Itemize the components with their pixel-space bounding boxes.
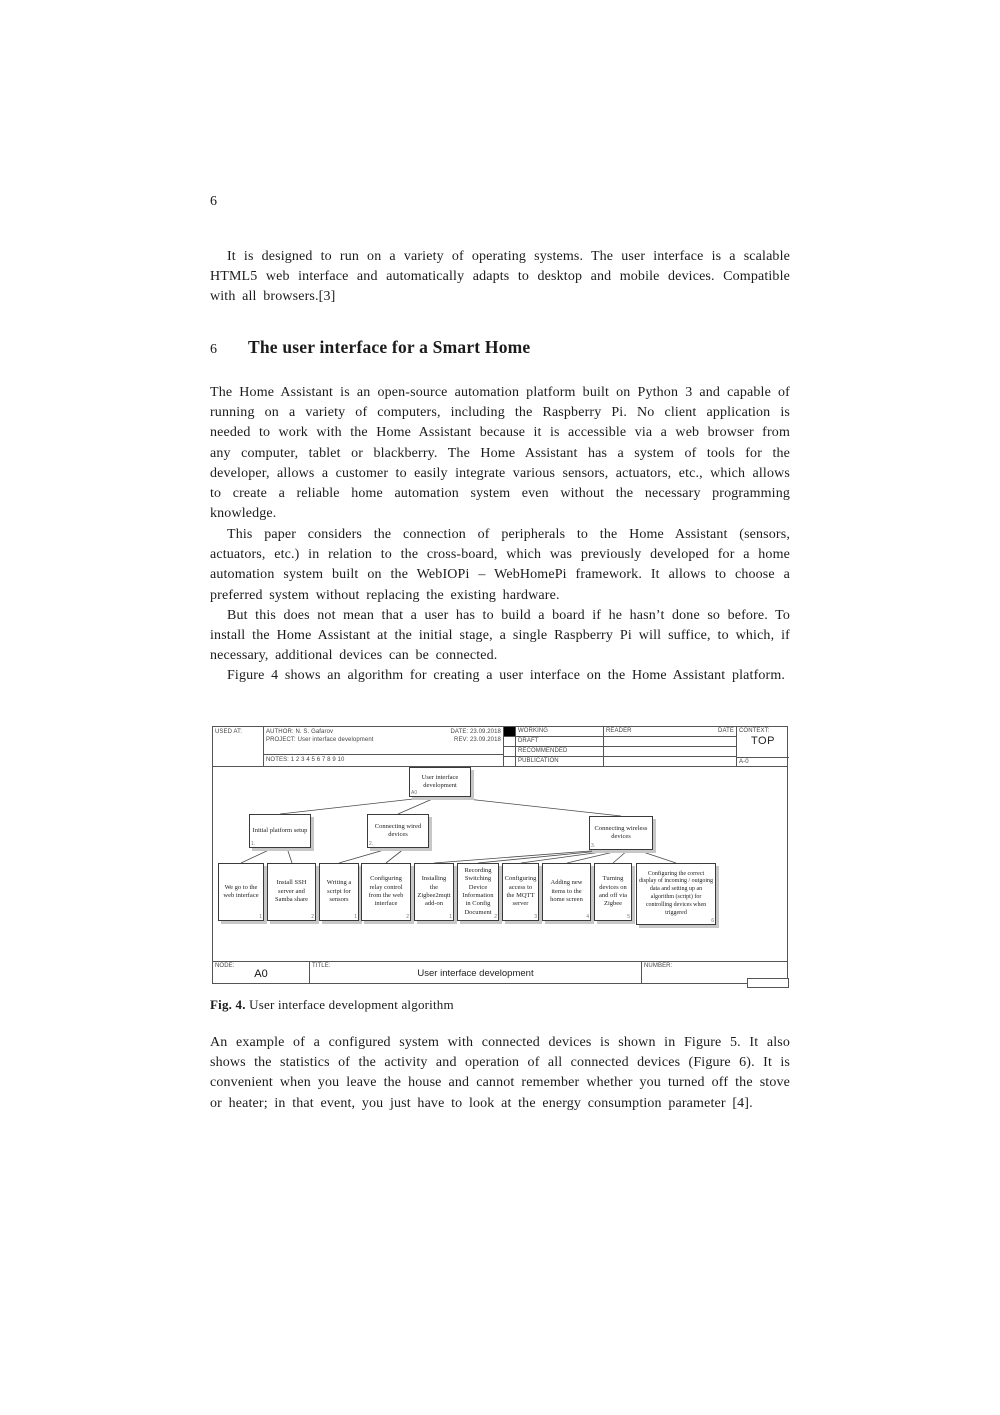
- node-root-label: User interface development: [421, 773, 459, 789]
- paragraph-1: The Home Assistant is an open-source automation platform built on Python 3 and capable of running on a variety of computers, including the Raspberry Pi. No client application is needed to work with the Home Assistant because it is accessible via a web browser from any computer, tablet or blackberry. The Home Assistant has a system of tools for the developer, allows a customer to easily integrate various sensors, actuators, etc., which allows to create a reliable home automation system even without the necessary programming knowledge.: [210, 385, 790, 522]
- node-label: Installing the Zigbee2mqtt add-on: [417, 875, 451, 908]
- node-label: We go to the web interface: [223, 883, 259, 899]
- figure-4-diagram: [212, 726, 788, 984]
- node-connecting-wireless-devices: [589, 816, 653, 850]
- node-cell-value: A0: [254, 968, 268, 980]
- status-draft: DRAFT: [516, 737, 603, 747]
- node-turning-devices: [594, 863, 632, 921]
- node-install-ssh-samba: [267, 863, 316, 921]
- title-cell-value: User interface development: [417, 968, 534, 979]
- used-at-label: USED AT:: [215, 729, 243, 735]
- node-number: 2: [494, 913, 497, 920]
- node-number: 2.: [369, 840, 374, 847]
- number-cell-label: NUMBER:: [644, 963, 673, 969]
- node-label: Initial platform setup: [252, 826, 308, 834]
- node-root-tag: A0: [411, 789, 418, 796]
- section-number: 6: [210, 342, 217, 357]
- context-value: TOP: [751, 735, 775, 747]
- status-publication: PUBLICATION: [518, 758, 559, 764]
- node-number: 4: [586, 913, 589, 920]
- title-cell-label: TITLE:: [312, 963, 331, 969]
- node-label: Adding new items to the home screen: [550, 879, 583, 904]
- node-number: 3.: [591, 842, 596, 849]
- node-label: Turning devices on and off via Zigbee: [598, 875, 628, 908]
- node-number: 1: [354, 913, 357, 920]
- paragraph-4: Figure 4 shows an algorithm for creating a user interface on the Home Assistant platform.: [227, 668, 786, 683]
- node-recording-device-info: [457, 863, 499, 921]
- context-label: CONTEXT:: [739, 728, 770, 734]
- idef0-footer: [213, 961, 787, 983]
- node-number: 2: [406, 913, 409, 920]
- node-web-interface: [218, 863, 264, 921]
- intro-paragraph: It is designed to run on a variety of operating systems. The user interface is a scalable HTML5 web interface and automatically adapts to desktop and mobile devices. Compatible with all browsers.[3]: [210, 249, 790, 305]
- figure-caption-label: Fig. 4.: [210, 997, 246, 1012]
- section-heading: [210, 337, 530, 358]
- date-column-label: DATE: [718, 728, 734, 734]
- figure-caption: [210, 997, 454, 1013]
- node-cell: [213, 962, 309, 984]
- notes-label: NOTES: 1 2 3 4 5 6 7 8 9 10: [264, 754, 503, 767]
- node-number: 5: [627, 913, 630, 920]
- node-label: Connecting wired devices: [374, 822, 422, 838]
- author-label: AUTHOR: N. S. Gafarov: [266, 729, 334, 735]
- reader-label: READER: [606, 728, 632, 734]
- title-cell: [309, 962, 641, 984]
- node-relay-control: [361, 863, 411, 921]
- page-number: 6: [210, 194, 217, 209]
- node-cell-label: NODE:: [215, 963, 235, 969]
- figure-caption-text: User interface development algorithm: [249, 997, 454, 1012]
- node-mqtt-access: [502, 863, 539, 921]
- node-number: 1: [449, 913, 452, 920]
- context-node: A-0: [739, 759, 749, 765]
- paragraph-2: This paper considers the connection of peripherals to the Home Assistant (sensors, actuators, etc.) in relation to the cross-board, which was previously developed for a home automation system built on the WebIOPi – WebHomePi framework. It allows to choose a preferred system without replacing the existing hardware.: [210, 527, 790, 603]
- node-label: Configuring the correct display of incoming / outgoing data and setting up an algorithm (script) for controlling devices when triggered: [639, 870, 713, 916]
- node-writing-script: [319, 863, 359, 921]
- node-label: Install SSH server and Samba share: [274, 879, 309, 904]
- paragraph-3: But this does not mean that a user has to build a board if he hasn’t done so before. To install the Home Assistant at the initial stage, a single Raspberry Pi will suffice, to which, if necessary, additional devices can be connected.: [210, 608, 790, 664]
- node-number: 1.: [251, 840, 256, 847]
- section-title: The user interface for a Smart Home: [248, 337, 531, 357]
- node-label: Configuring access to the MQTT server: [504, 875, 537, 908]
- node-label: Writing a script for sensors: [326, 879, 352, 904]
- node-number: 1: [259, 913, 262, 920]
- date-value: DATE: 23.09.2018: [450, 729, 501, 735]
- node-connecting-wired-devices: [367, 814, 429, 848]
- node-number: 2: [311, 913, 314, 920]
- node-number: 3: [534, 913, 537, 920]
- rev-value: REV: 23.09.2018: [454, 737, 501, 743]
- node-label: Recording Switching Device Information in Config Document: [462, 866, 494, 916]
- node-adding-items: [542, 863, 591, 921]
- node-zigbee2mqtt-addon: [414, 863, 454, 921]
- closing-paragraph: An example of a configured system with connected devices is shown in Figure 5. It also shows the statistics of the activity and operation of all connected devices (Figure 6). It is convenient when you leave the house and cannot remember whether you turned off the stove or heater; in that event, you just have to look at the energy consumption parameter [4].: [210, 1035, 790, 1111]
- node-number: 6: [711, 917, 714, 924]
- node-label: Configuring relay control from the web interface: [368, 875, 404, 908]
- status-working: WORKING: [516, 727, 603, 737]
- number-tab-rect: [747, 978, 789, 988]
- node-display-configuration: [636, 863, 716, 925]
- tree-connector-lines: [213, 727, 789, 985]
- project-label: PROJECT: User interface development: [266, 737, 374, 743]
- node-root: [409, 767, 471, 797]
- node-initial-platform-setup: [249, 814, 311, 848]
- status-recommended: RECOMMENDED: [516, 747, 603, 757]
- number-cell: [641, 962, 789, 984]
- node-label: Connecting wireless devices: [594, 824, 648, 840]
